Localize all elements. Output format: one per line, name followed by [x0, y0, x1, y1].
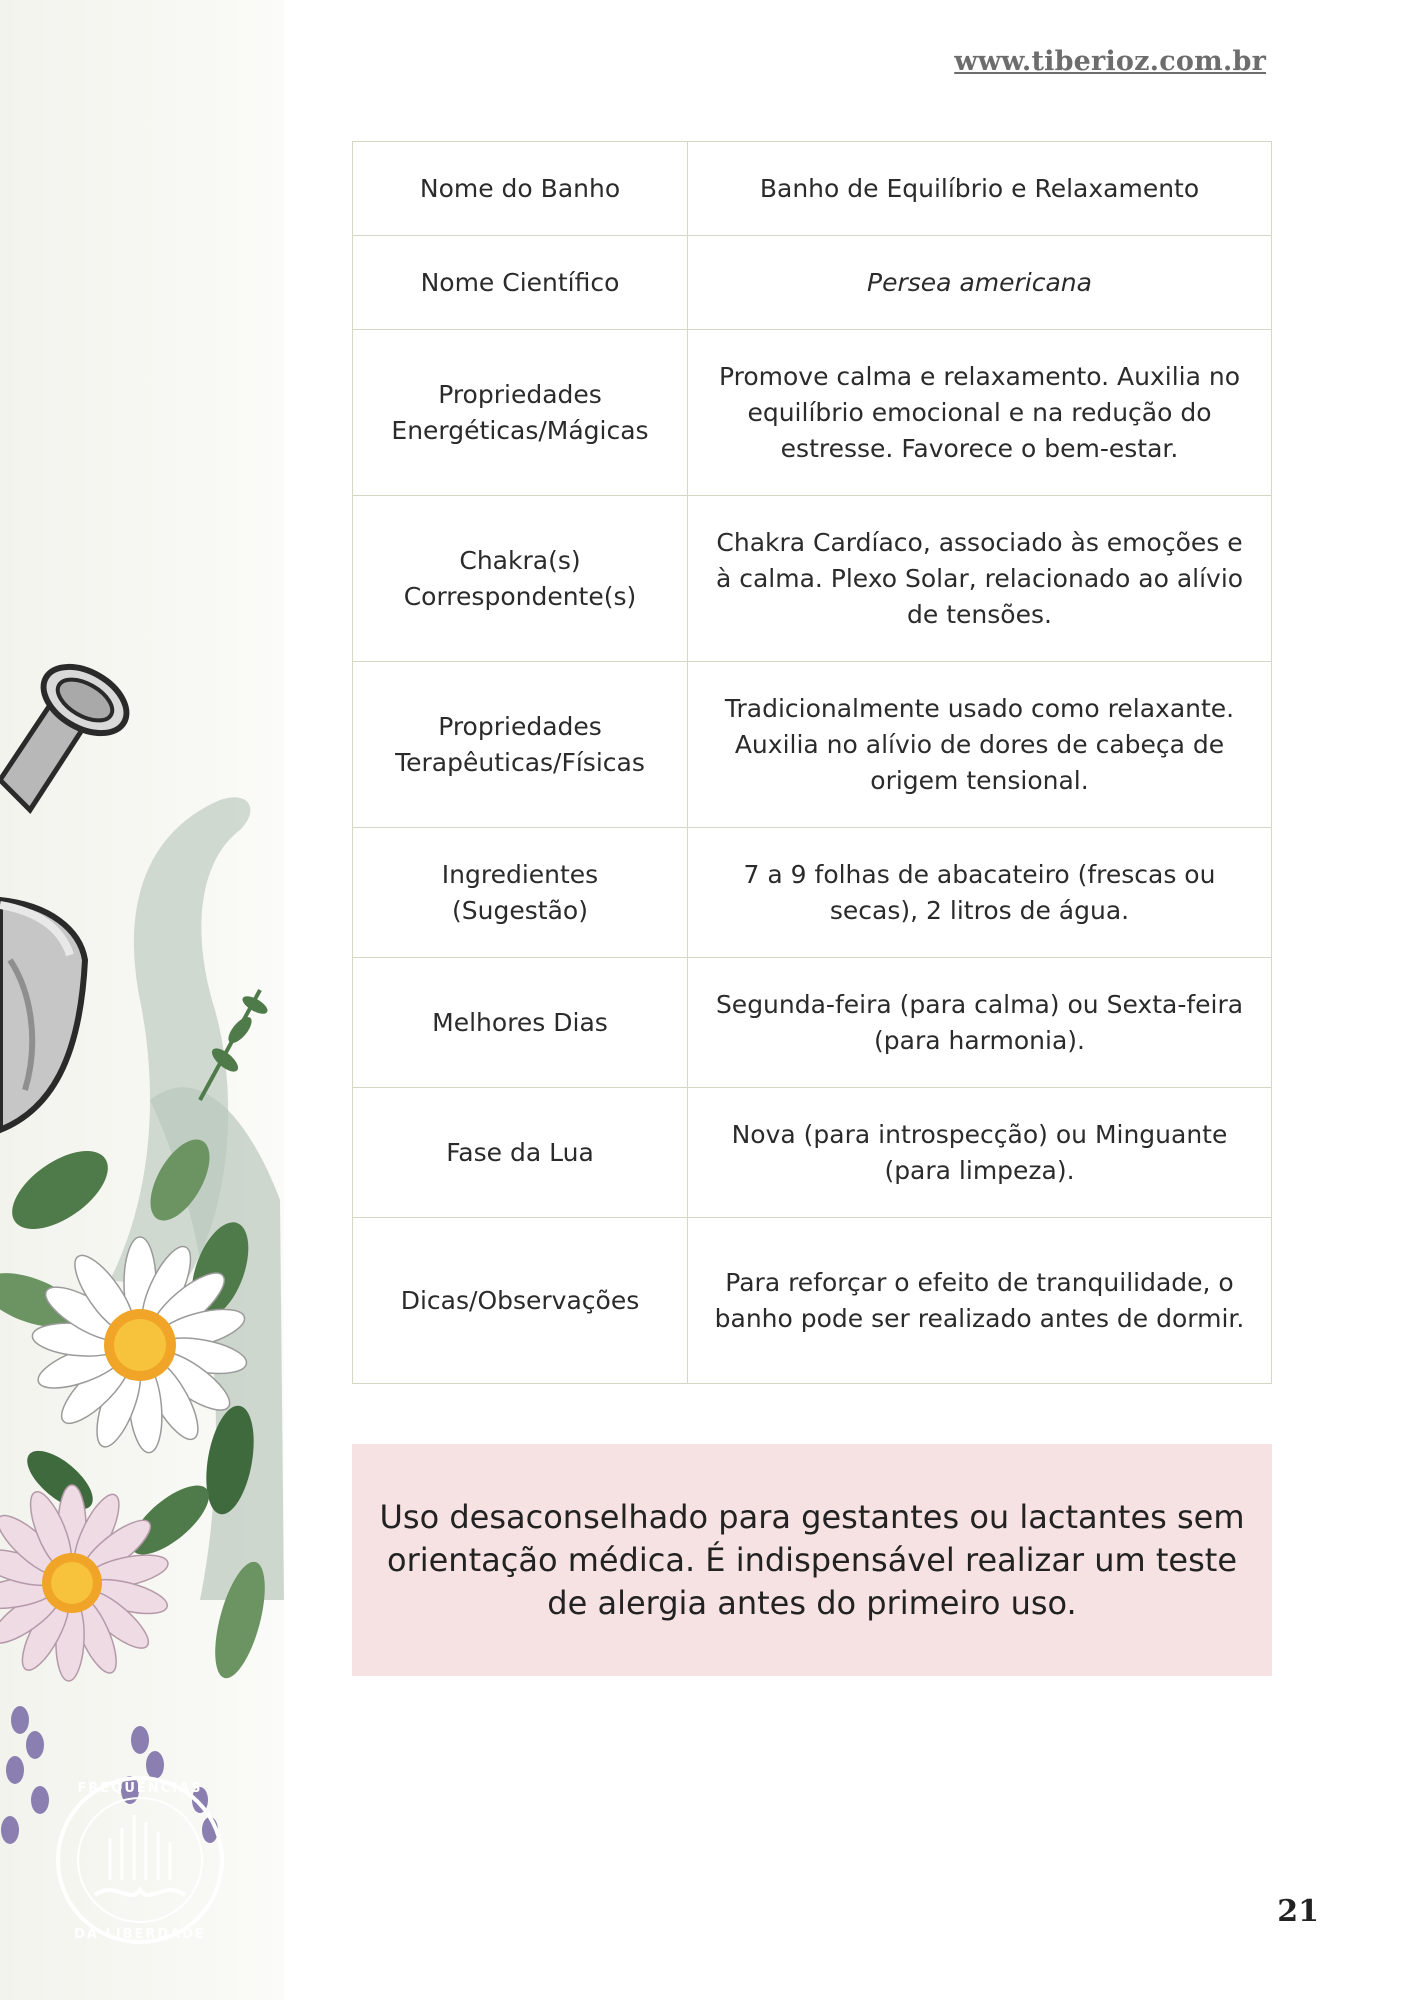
row-label: Nome do Banho	[353, 142, 688, 236]
row-label: Ingredientes (Sugestão)	[353, 828, 688, 958]
brand-logo	[58, 1778, 222, 1942]
row-label: Propriedades Terapêuticas/Físicas	[353, 662, 688, 828]
page-number: 21	[1277, 1894, 1319, 1929]
botanical-illustration	[0, 0, 284, 2000]
warning-box	[352, 1444, 1272, 1676]
row-label: Chakra(s) Correspondente(s)	[353, 496, 688, 662]
row-label: Melhores Dias	[353, 958, 688, 1088]
table-row	[353, 828, 1272, 958]
row-value: Promove calma e relaxamento. Auxilia no equilíbrio emocional e na redução do estresse. Favorece o bem-estar.	[688, 330, 1272, 496]
row-value: Segunda-feira (para calma) ou Sexta-feira (para harmonia).	[688, 958, 1272, 1088]
row-value: 7 a 9 folhas de abacateiro (frescas ou secas), 2 litros de água.	[688, 828, 1272, 958]
table-row	[353, 662, 1272, 828]
table-row	[353, 236, 1272, 330]
table-row	[353, 330, 1272, 496]
site-url-link[interactable]: www.tiberioz.com.br	[954, 46, 1266, 77]
mortar-icon	[0, 900, 85, 1130]
row-label: Dicas/Observações	[353, 1218, 688, 1384]
botanical-sidebar	[0, 0, 284, 2000]
row-value: Persea americana	[688, 236, 1272, 330]
row-value: Nova (para introspecção) ou Minguante (para limpeza).	[688, 1088, 1272, 1218]
row-label: Propriedades Energéticas/Mágicas	[353, 330, 688, 496]
logo-bottom-text: DA LIBERDADE	[74, 1927, 206, 1942]
row-value: Chakra Cardíaco, associado às emoções e à calma. Plexo Solar, relacionado ao alívio de tensões.	[688, 496, 1272, 662]
lavender-icon	[1, 1706, 218, 1844]
table-row	[353, 1218, 1272, 1384]
row-label: Nome Científico	[353, 236, 688, 330]
pestle-icon	[0, 653, 138, 810]
row-value: Para reforçar o efeito de tranquilidade, o banho pode ser realizado antes de dormir.	[688, 1218, 1272, 1384]
table-row	[353, 1088, 1272, 1218]
pink-daisy-icon	[0, 1485, 171, 1681]
logo-top-text: FREQUÊNCIAS	[77, 1781, 203, 1796]
row-value: Banho de Equilíbrio e Relaxamento	[688, 142, 1272, 236]
table-row	[353, 142, 1272, 236]
warning-text: Uso desaconselhado para gestantes ou lactantes sem orientação médica. É indispensável realizar um teste de alergia antes do primeiro uso.	[379, 1497, 1245, 1622]
row-value: Tradicionalmente usado como relaxante. Auxilia no alívio de dores de cabeça de origem tensional.	[688, 662, 1272, 828]
row-label: Fase da Lua	[353, 1088, 688, 1218]
table-row	[353, 496, 1272, 662]
table-row	[353, 958, 1272, 1088]
bath-info-table	[352, 141, 1272, 1384]
